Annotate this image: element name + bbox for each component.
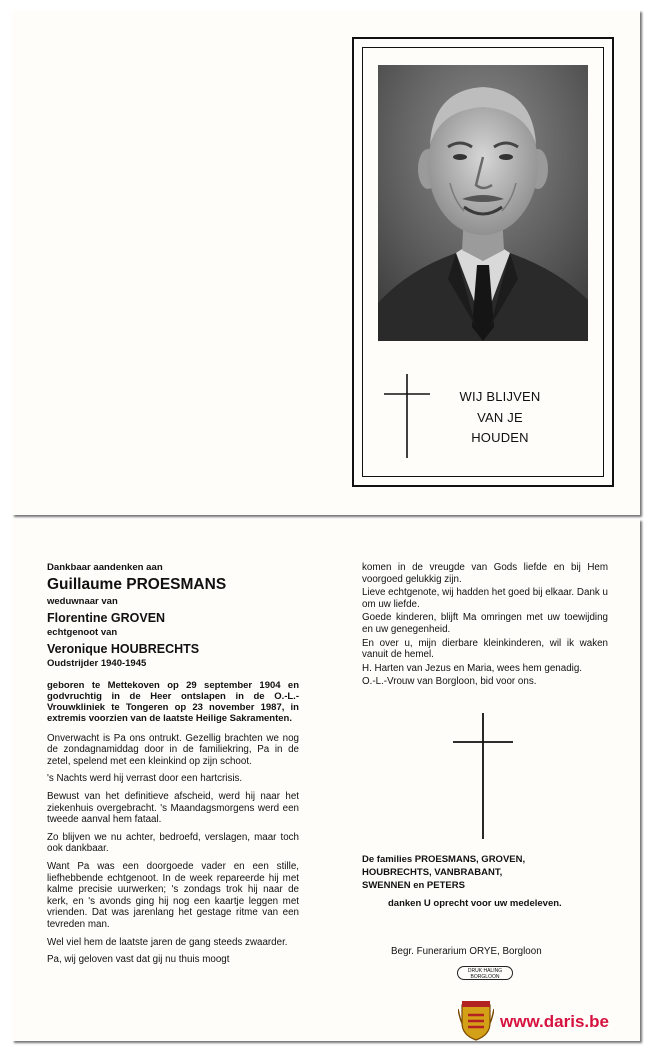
paragraph: Bewust van het definitieve afscheid, werd hij naar het ziekenhuis overgebracht. 's Maandagsmorgens werd een tweede aanval hem fataal. [47,790,299,826]
prayer-paragraph: En over u, mijn dierbare kleinkinderen, wil ik waken vanuit de hemel. [362,637,608,661]
coat-of-arms-icon [458,999,494,1041]
paragraph: Want Pa was een doorgoede vader en een stille, liefhebbende echtgenoot. In de week repareerde hij met kalme precisie uurwerken; 's zondags trok hij naar de kerk, en 's avonds ging hij nog een kaartje leggen met vrienden. Dat was jarenlang het gestage ritme van een tevreden man. [47,860,299,930]
left-column [47,562,299,966]
spouse-label: echtgenoot van [47,626,118,638]
memorial-motto [440,387,560,449]
prayer-paragraph: H. Harten van Jezus en Maria, wees hem genadig. [362,662,582,674]
prayer-paragraph: Lieve echtgenote, wij hadden het goed bij elkaar. Dank u om uw liefde. [362,587,608,610]
paragraph: Zo blijven we nu achter, bedroefd, verslagen, maar toch ook dankbaar. [47,831,299,855]
widower-label: weduwnaar van [47,595,118,607]
paragraph: Pa, wij geloven vast dat gij nu thuis moogt [47,954,230,966]
website-watermark[interactable]: www.daris.be [500,1012,609,1031]
cross-icon [453,713,513,839]
families-line: SWENNEN en PETERS [362,880,465,892]
first-spouse-name: Florentine GROVEN [47,610,166,625]
motto-line: WIJ BLIJVEN [459,389,541,404]
paragraph: Wel viel hem de laatste jaren de gang steeds zwaarder. [47,936,288,948]
paragraph: Onverwacht is Pa ons ontrukt. Gezellig brachten we nog de zondagnamiddag door in de familiekring, Pa in de zetel, spelend met een kleinkind op zijn schoot. [47,732,299,767]
thanks-line: danken U oprecht voor uw medeleven. [388,897,562,909]
printer-stamp [457,966,513,980]
cross-icon [384,374,430,458]
motto-line: HOUDEN [471,430,529,445]
veteran-line: Oudstrijder 1940-1945 [47,657,147,669]
biography: geboren te Mettekoven op 29 september 1904 en godvruchtig in de Heer ontslapen in de O.-L.-Vrouwkliniek te Tongeren op 23 november 1987, in extremis voorzien van de laatste Heilige Sakramenten. [47,679,299,725]
deceased-first-name: Guillaume [47,575,122,593]
printer-town: BORGLOON [470,974,500,980]
prayer-paragraph: Goede kinderen, blijft Ma omringen met uw toewijding en uw genegenheid. [362,612,608,635]
portrait-photo [378,65,588,341]
right-column [362,562,608,690]
funeral-home: Begr. Funerarium ORYE, Borgloon [391,946,542,957]
intro-line: Dankbaar aandenken aan [47,562,163,573]
motto-line: VAN JE [477,409,523,425]
family-thanks [362,853,602,910]
prayer-paragraph: komen in de vreugde van Gods liefde en bij Hem voorgoed gelukkig zijn. [362,562,608,585]
families-line: De families PROESMANS, GROVEN, [362,854,526,865]
deceased-name [47,576,299,594]
prayer-paragraph: O.-L.-Vrouw van Borgloon, bid voor ons. [362,676,537,688]
printer-name: DRUK HALING [467,968,503,974]
deceased-last-name: PROESMANS [126,575,227,593]
paragraph: 's Nachts werd hij verrast door een hartcrisis. [47,773,243,785]
second-spouse-name: Veronique HOUBRECHTS [47,641,200,656]
families-line: HOUBRECHTS, VANBRABANT, [362,867,503,879]
